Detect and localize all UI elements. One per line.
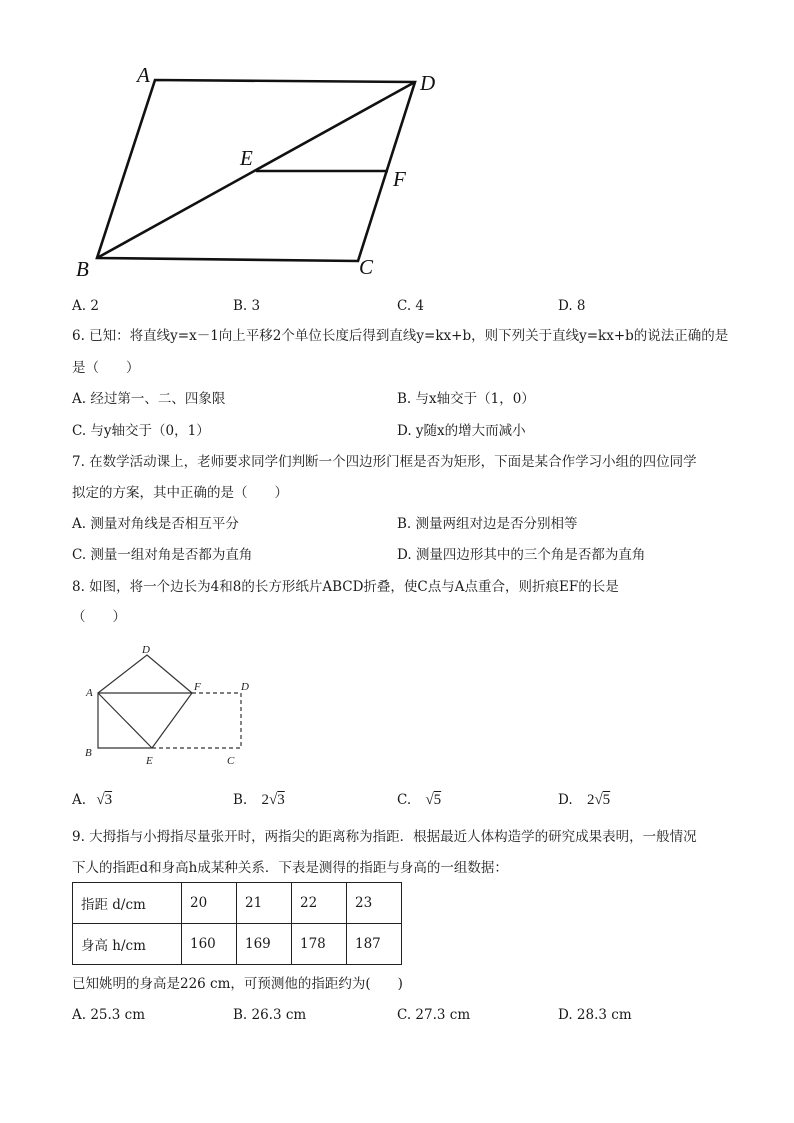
fig8-label-a: A <box>86 687 93 699</box>
point-label-c: C <box>359 255 374 279</box>
q5-option-a[interactable]: A. 2 <box>72 298 99 314</box>
folded-rectangle-figure <box>60 640 280 775</box>
fig8-label-e: E <box>146 755 153 767</box>
fig8-label-b: B <box>85 747 92 759</box>
q6-stem-line1: 6. 已知：将直线y=x－1向上平移2个单位长度后得到直线y=kx+b，则下列关于直线y=kx+b的说法正确的是 <box>72 328 729 344</box>
table-cell: 178 <box>292 924 347 965</box>
table-cell: 169 <box>237 924 292 965</box>
dashed-original-part <box>152 693 241 748</box>
point-label-d: D <box>420 71 436 95</box>
q9-option-a[interactable]: A. 25.3 cm <box>72 1007 146 1023</box>
q9-stem-line2: 下人的指距d和身高h成某种关系．下表是测得的指距与身高的一组数据： <box>72 860 508 876</box>
radicand: 3 <box>104 792 113 808</box>
option-letter: D. <box>558 792 573 808</box>
table-cell: 23 <box>347 883 402 924</box>
q5-option-c[interactable]: C. 4 <box>397 298 425 314</box>
point-label-f: F <box>393 167 406 191</box>
q8-option-c[interactable]: C. √5 <box>397 792 442 808</box>
option-letter: B. <box>233 792 248 808</box>
coefficient: 2 <box>261 792 270 808</box>
option-letter: C. <box>397 792 412 808</box>
q6-option-a[interactable]: A. 经过第一、二、四象限 <box>72 391 226 407</box>
point-label-a: A <box>137 63 150 87</box>
q9-option-c[interactable]: C. 27.3 cm <box>397 1007 471 1023</box>
fig8-label-d-top: D <box>142 644 150 656</box>
rectangle-left-part <box>98 693 192 748</box>
parallelogram-figure <box>0 0 794 300</box>
radicand: 3 <box>277 792 285 808</box>
table-row <box>73 924 402 965</box>
folded-flap <box>98 655 192 693</box>
q6-option-c[interactable]: C. 与y轴交于（0，1） <box>72 423 210 439</box>
q7-stem-line1: 7. 在数学活动课上，老师要求同学们判断一个四边形门框是否为矩形，下面是某合作学习小组的四位同学 <box>72 454 697 470</box>
table-cell: 22 <box>292 883 347 924</box>
table-row <box>73 883 402 924</box>
table-cell: 20 <box>182 883 237 924</box>
q8-stem-line1: 8. 如图，将一个边长为4和8的长方形纸片ABCD折叠，使C点与A点重合，则折痕EF的长是 <box>72 579 619 595</box>
radicand: 5 <box>602 792 611 808</box>
q7-option-d[interactable]: D. 测量四边形其中的三个角是否都为直角 <box>397 547 646 563</box>
q7-option-b[interactable]: B. 测量两组对边是否分别相等 <box>397 516 578 532</box>
q6-option-d[interactable]: D. y随x的增大而减小 <box>397 423 526 439</box>
coefficient: 2 <box>586 792 595 808</box>
q8-option-a[interactable]: A. √3 <box>72 792 113 808</box>
q7-option-c[interactable]: C. 测量一组对角是否都为直角 <box>72 547 253 563</box>
table-cell: 160 <box>182 924 237 965</box>
q9-followup: 已知姚明的身高是226 cm，可预测他的指距约为( ) <box>72 976 403 992</box>
q6-stem-line2: 是（ ） <box>72 360 140 376</box>
q7-stem-line2: 拟定的方案，其中正确的是（ ） <box>72 485 288 501</box>
fig8-label-d-right: D <box>241 681 249 693</box>
q6-option-b[interactable]: B. 与x轴交于（1，0） <box>397 391 535 407</box>
q7-option-a[interactable]: A. 测量对角线是否相互平分 <box>72 516 239 532</box>
q5-option-b[interactable]: B. 3 <box>233 298 261 314</box>
fig8-label-c: C <box>227 755 235 767</box>
point-label-b: B <box>76 257 89 281</box>
q8-stem-line2: （ ） <box>72 609 126 625</box>
q9-stem-line1: 9. 大拇指与小拇指尽量张开时，两指尖的距离称为指距．根据最近人体构造学的研究成果表明，一般情况 <box>72 829 697 845</box>
point-label-e: E <box>240 146 253 170</box>
table-cell: 187 <box>347 924 402 965</box>
finger-span-height-table <box>72 882 402 965</box>
fold-line-ae <box>98 693 152 748</box>
table-cell: 身高 h/cm <box>73 924 182 965</box>
fig8-label-f: F <box>194 681 201 693</box>
option-letter: A. <box>72 792 87 808</box>
q5-option-d[interactable]: D. 8 <box>558 298 586 314</box>
table-cell: 指距 d/cm <box>73 883 182 924</box>
q9-option-b[interactable]: B. 26.3 cm <box>233 1007 307 1023</box>
q8-option-b[interactable]: B. 2√3 <box>233 792 285 808</box>
q9-option-d[interactable]: D. 28.3 cm <box>558 1007 632 1023</box>
table-cell: 21 <box>237 883 292 924</box>
radicand: 5 <box>433 792 442 808</box>
q8-option-d[interactable]: D. 2√5 <box>558 792 611 808</box>
